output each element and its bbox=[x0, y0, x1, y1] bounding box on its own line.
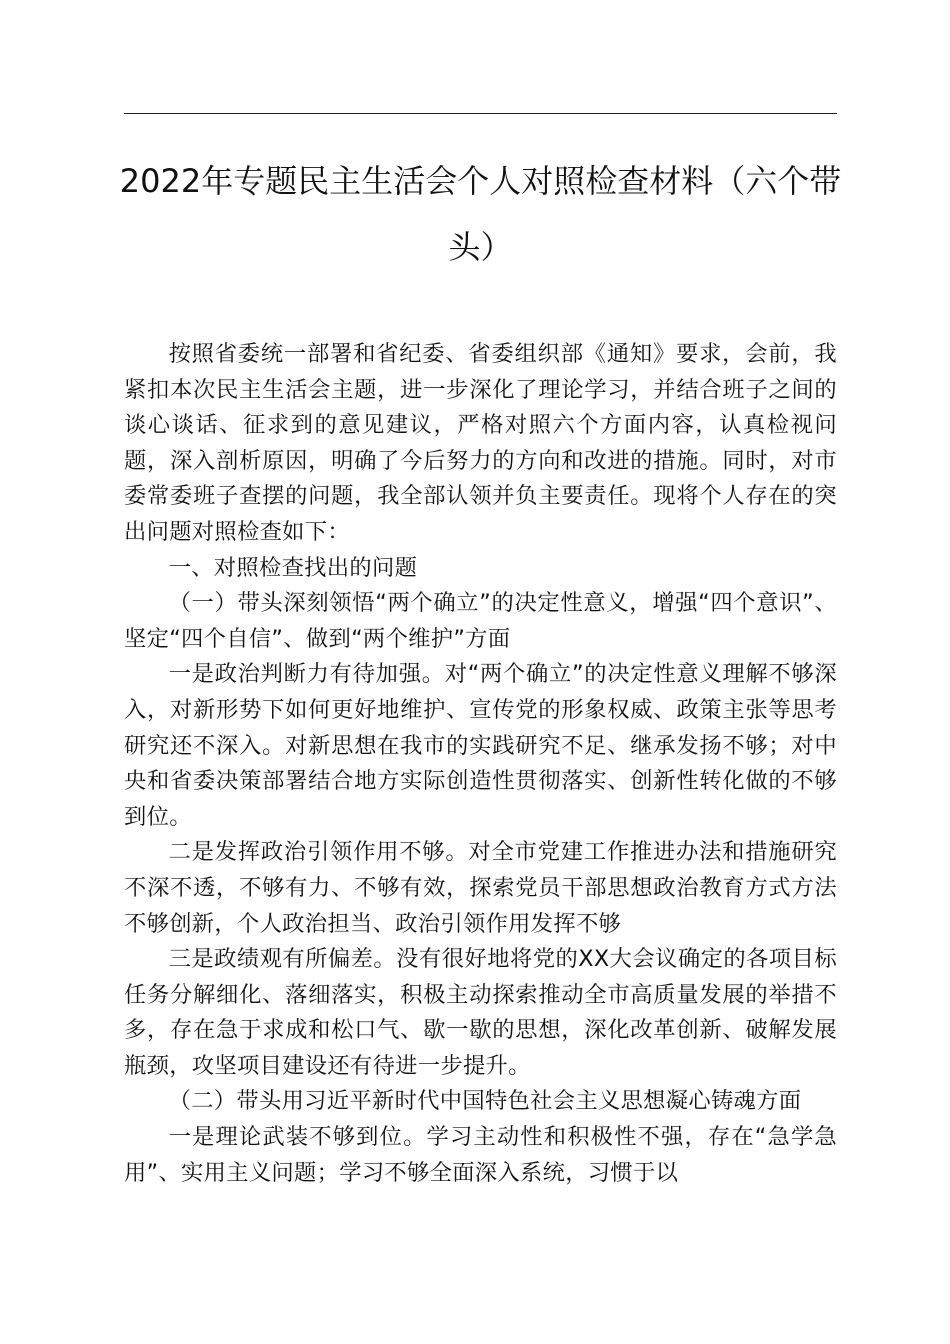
document-title: 2022年专题民主生活会个人对照检查材料（六个带头） bbox=[119, 162, 842, 266]
document-body bbox=[124, 337, 837, 1191]
subsection-heading-1: （一）带头深刻领悟“两个确立”的决定性意义，增强“四个意识”、坚定“四个自信”、做到“两个维护”方面 bbox=[124, 590, 837, 652]
paragraph-point-2: 二是发挥政治引领作用不够。对全市党建工作推进办法和措施研究不深不透，不够有力、不够有效，探索党员干部思想政治教育方式方法不够创新，个人政治担当、政治引领作用发挥不够 bbox=[124, 839, 837, 937]
subsection-heading-2: （二）带头用习近平新时代中国特色社会主义思想凝心铸魂方面 bbox=[168, 1088, 802, 1115]
paragraph-point-3: 三是政绩观有所偏差。没有很好地将党的XX大会议确定的各项目标任务分解细化、落细落实，积极主动探索推动全市高质量发展的举措不多，存在急于求成和松口气、歇一歇的思想，深化改革创新、破解发展瓶颈，攻坚项目建设还有待进一步提升。 bbox=[124, 946, 837, 1079]
paragraph-point-1: 一是政治判断力有待加强。对“两个确立”的决定性意义理解不够深入，对新形势下如何更好地维护、宣传党的形象权威、政策主张等思考研究还不深入。对新思想在我市的实践研究不足、继承发扬不够；对中央和省委决策部署结合地方实际创造性贯彻落实、创新性转化做的不够到位。 bbox=[124, 661, 837, 830]
paragraph-intro: 按照省委统一部署和省纪委、省委组织部《通知》要求，会前，我紧扣本次民主生活会主题，进一步深化了理论学习，并结合班子之间的谈心谈话、征求到的意见建议，严格对照六个方面内容，认真检视问题，深入剖析原因，明确了今后努力的方向和改进的措施。同时，对市委常委班子查摆的问题，我全部认领并负主要责任。现将个人存在的突出问题对照检查如下： bbox=[124, 341, 837, 545]
section-heading-1: 一、对照检查找出的问题 bbox=[168, 554, 418, 581]
paragraph-point-4: 一是理论武装不够到位。学习主动性和积极性不强，存在“急学急用”、实用主义问题；学习不够全面深入系统，习惯于以 bbox=[124, 1124, 837, 1186]
header-rule bbox=[124, 113, 837, 114]
